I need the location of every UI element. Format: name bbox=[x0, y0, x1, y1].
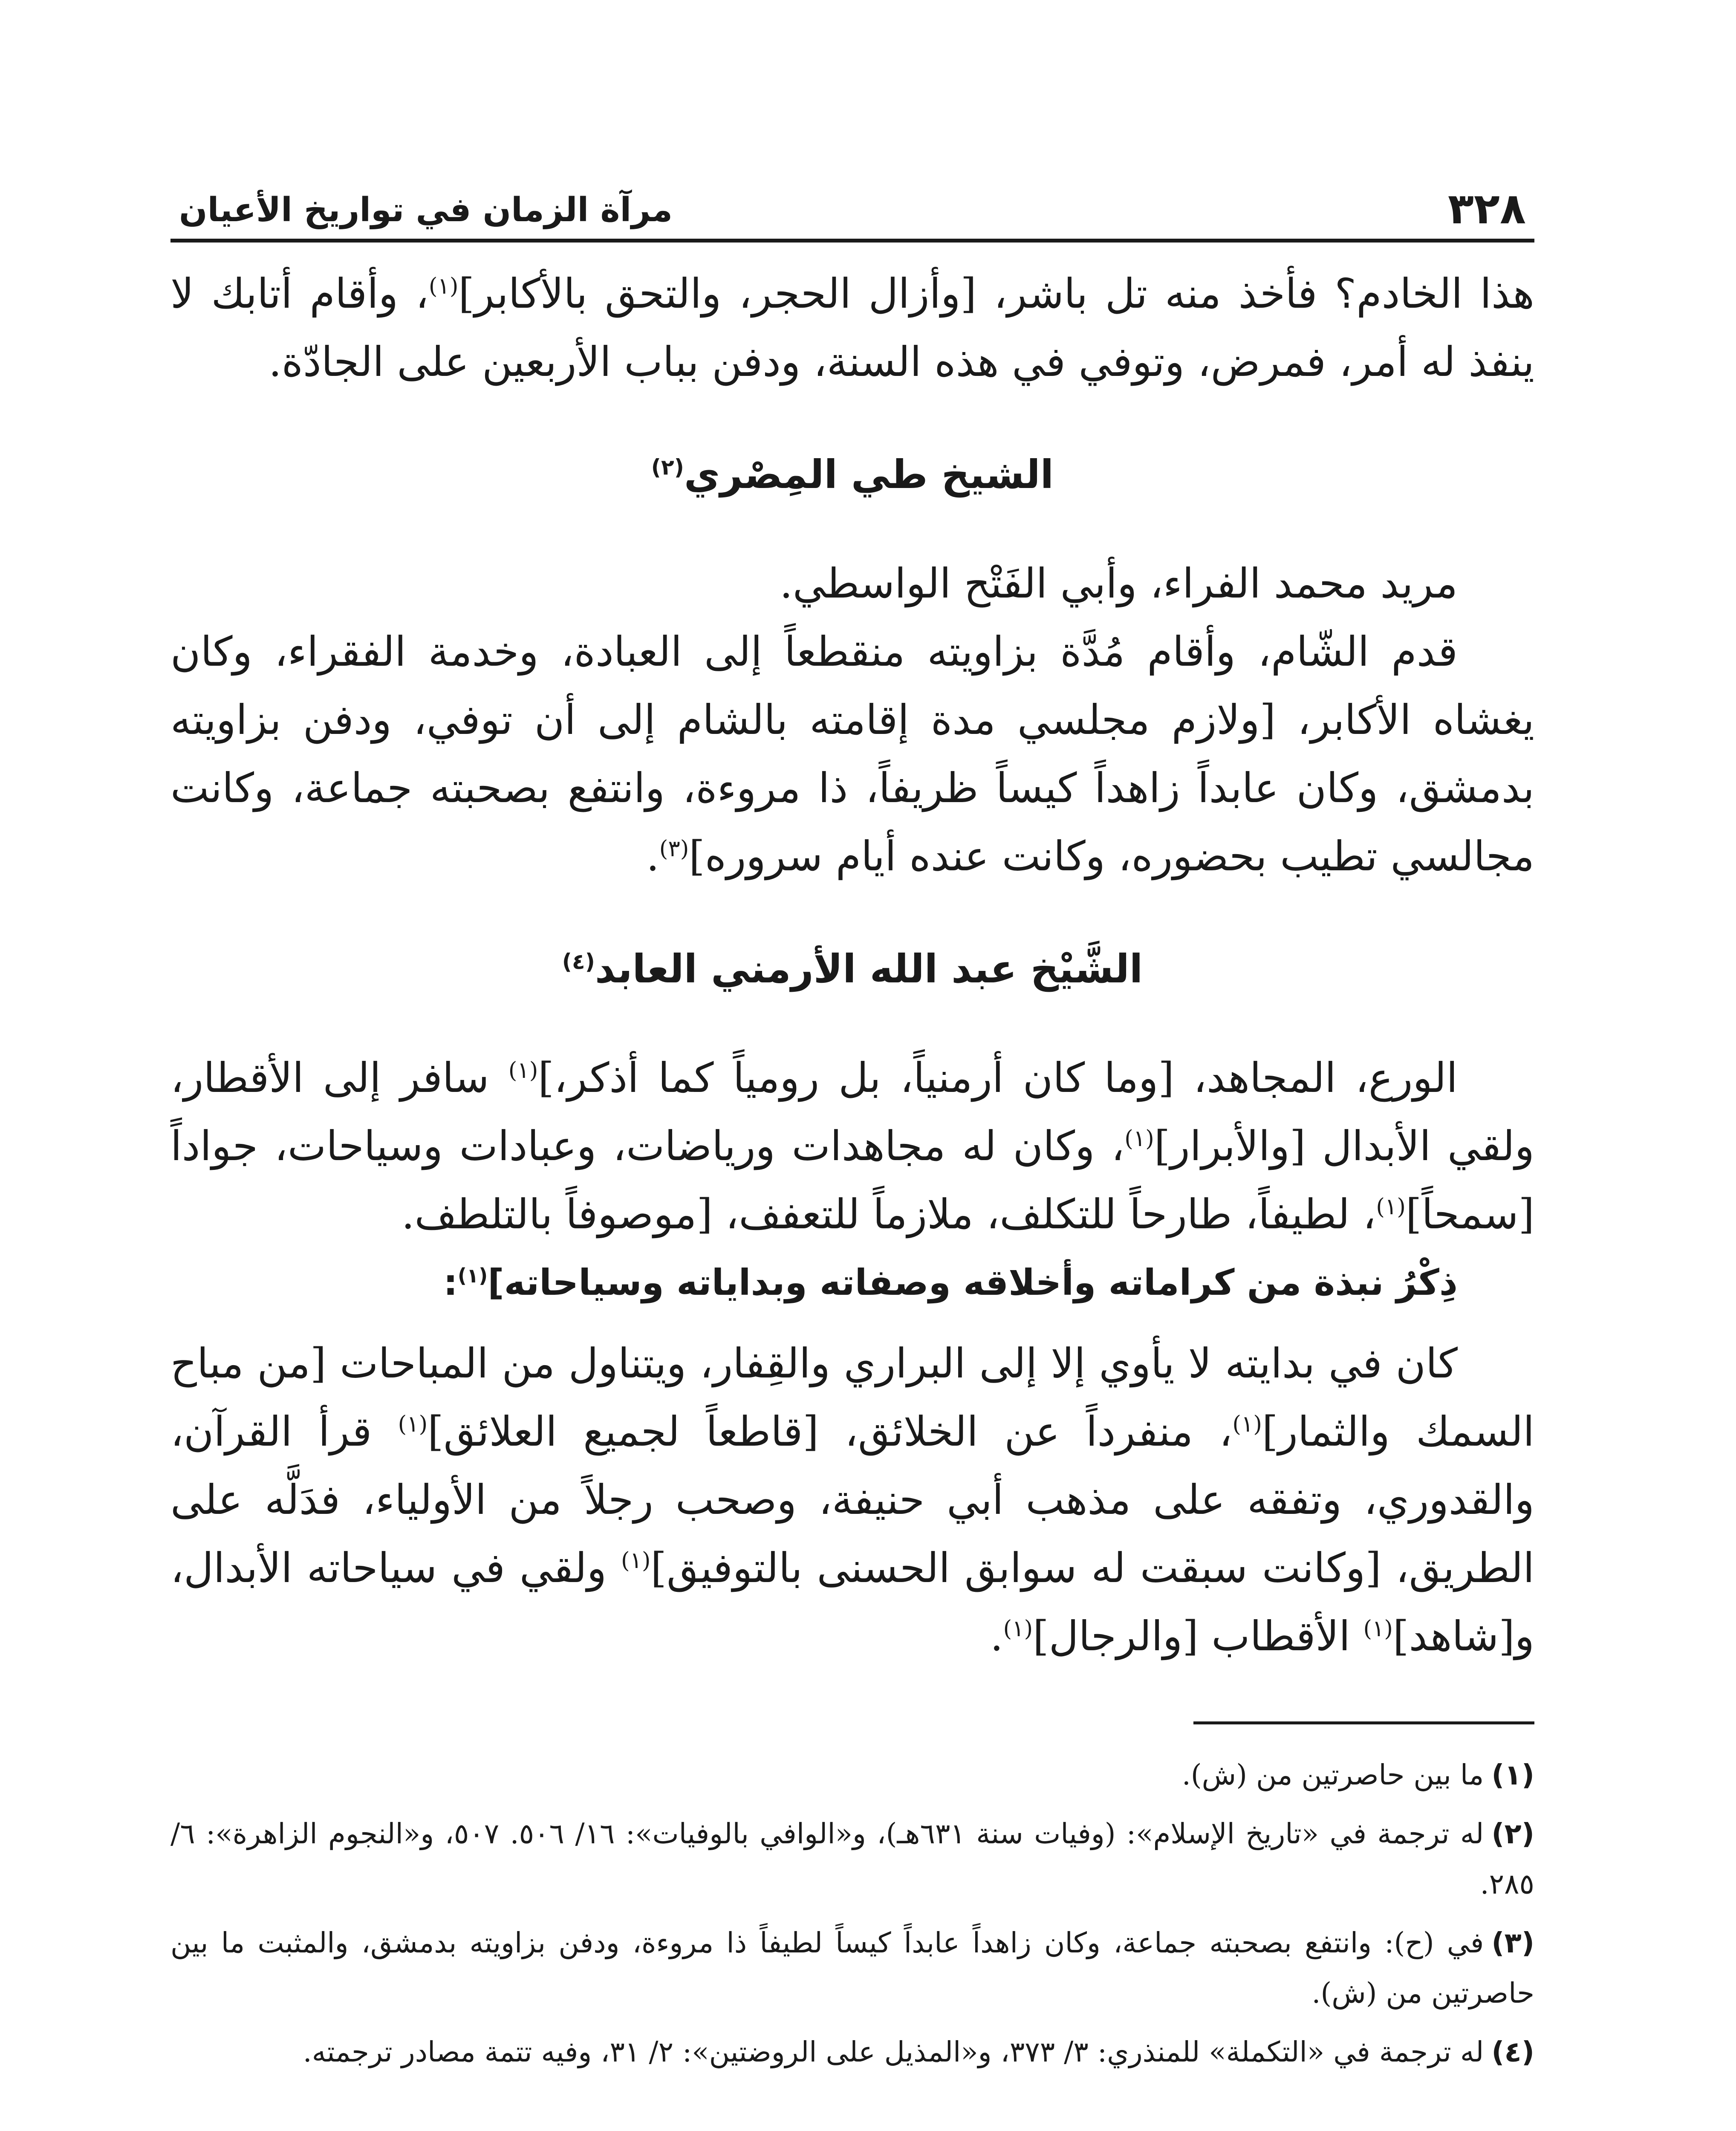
footnote-ref: (١) bbox=[1232, 1411, 1262, 1437]
section-subheading: ذِكْرُ نبذة من كراماته وأخلاقه وصفاته وبداياته وسياحاته]$^{(١)}$: bbox=[443, 1262, 1458, 1303]
entry1-paragraph-2: قدم الشّام، وأقام مُدَّة بزاويته منقطعاً إلى العبادة، وخدمة الفقراء، وكان يغشاه الأكابر، [ولازم مجلسي مدة إقامته بالشام إلى أن توفي، ودفن بزاويته بدمشق، وكان عابداً زاهداً كيساً ظريفاً، ذا مروءة، وانتفع بصحبته جماعة، وكانت مجالسي تطيب بحضوره، وكانت عنده أيام سروره]$^{(٣)}$. bbox=[170, 628, 1535, 880]
footnote-ref: (١) bbox=[428, 273, 459, 299]
footnote-3: (٣)في (ح): وانتفع بصحبته جماعة، وكان زاهداً عابداً كيساً لطيفاً ذا مروءة، ودفن بزاويته بدمشق، والمثبت ما بين حاصرتين من (ش). bbox=[170, 1926, 1534, 2010]
book-page bbox=[170, 153, 1534, 2131]
footnote-divider bbox=[1193, 1721, 1534, 1724]
footnote-ref: (١) bbox=[398, 1411, 428, 1437]
footnote-ref: (١) bbox=[1363, 1616, 1393, 1642]
running-title: مرآة الزمان في تواريخ الأعيان bbox=[179, 191, 673, 229]
footnote-ref: (١) bbox=[1376, 1194, 1406, 1220]
entry1-paragraph-1: مريد محمد الفراء، وأبي الفَتْح الواسطي. bbox=[780, 560, 1458, 607]
footnote-2: (٢)له ترجمة في «تاريخ الإسلام»: (وفيات سنة ٦٣١هـ)، و«الوافي بالوفيات»: ١٦/ ٥٠٦. ٥٠٧، و«النجوم الزاهرة»: ٦/ ٢٨٥. bbox=[170, 1817, 1535, 1900]
opening-paragraph: هذا الخادم؟ فأخذ منه تل باشر، [وأزال الحجر، والتحق بالأكابر]$^{(١)}$، وأقام أتابك لا ينفذ له أمر، فمرض، وتوفي في هذه السنة، ودفن بباب الأربعين على الجادّة. bbox=[170, 270, 1535, 386]
page-number: ٣٢٨ bbox=[1447, 184, 1526, 234]
footnotes bbox=[170, 1750, 1534, 2077]
footnote-ref: (١) bbox=[621, 1548, 651, 1574]
footnote-ref: (٣) bbox=[659, 836, 689, 862]
entry2-paragraph-1: الورع، المجاهد، [وما كان أرمنياً، بل رومياً كما أذكر،]$^{(١)}$ سافر إلى الأقطار، ولقي الأبدال [والأبرار]$^{(١)}$، وكان له مجاهدات ورياضات، وعبادات وسياحات، جواداً [سمحاً]$^{(١)}$، لطيفاً، طارحاً للتكلف، ملازماً للتعفف، [موصوفاً بالتلطف. bbox=[170, 1054, 1535, 1238]
footnote-ref: (٤) bbox=[562, 949, 595, 974]
entry-heading-tay-almasri: الشيخ طي المِصْري$^{(٢)}$ bbox=[651, 452, 1054, 497]
footnote-ref: (١) bbox=[1003, 1616, 1033, 1642]
footnote-ref: (١) bbox=[457, 1264, 488, 1287]
footnote-1: (١)ما بين حاصرتين من (ش). bbox=[1181, 1759, 1534, 1791]
entry2-paragraph-2: كان في بدايته لا يأوي إلا إلى البراري والقِفار، ويتناول من المباحات [من مباح السمك والثمار]$^{(١)}$، منفرداً عن الخلائق، [قاطعاً لجميع العلائق]$^{(١)}$ قرأ القرآن، والقدوري، وتفقه على مذهب أبي حنيفة، وصحب رجلاً من الأولياء، فدَلَّه على الطريق، [وكانت سبقت له سوابق الحسنى بالتوفيق]$^{(١)}$ ولقي في سياحاته الأبدال، و[شاهد]$^{(١)}$ الأقطاب [والرجال]$^{(١)}$. bbox=[170, 1340, 1535, 1660]
footnote-ref: (٢) bbox=[651, 454, 684, 480]
footnote-ref: (١) bbox=[508, 1057, 538, 1083]
page-header bbox=[170, 153, 1534, 243]
footnote-4: (٤)له ترجمة في «التكملة» للمنذري: ٣/ ٣٧٣، و«المذيل على الروضتين»: ٢/ ٣١، وفيه تتمة مصادر ترجمته. bbox=[303, 2036, 1534, 2068]
footnote-ref: (١) bbox=[1124, 1126, 1154, 1152]
entry-heading-abdullah-armani: الشَّيْخ عبد الله الأرمني العابد$^{(٤)}$ bbox=[562, 946, 1143, 992]
